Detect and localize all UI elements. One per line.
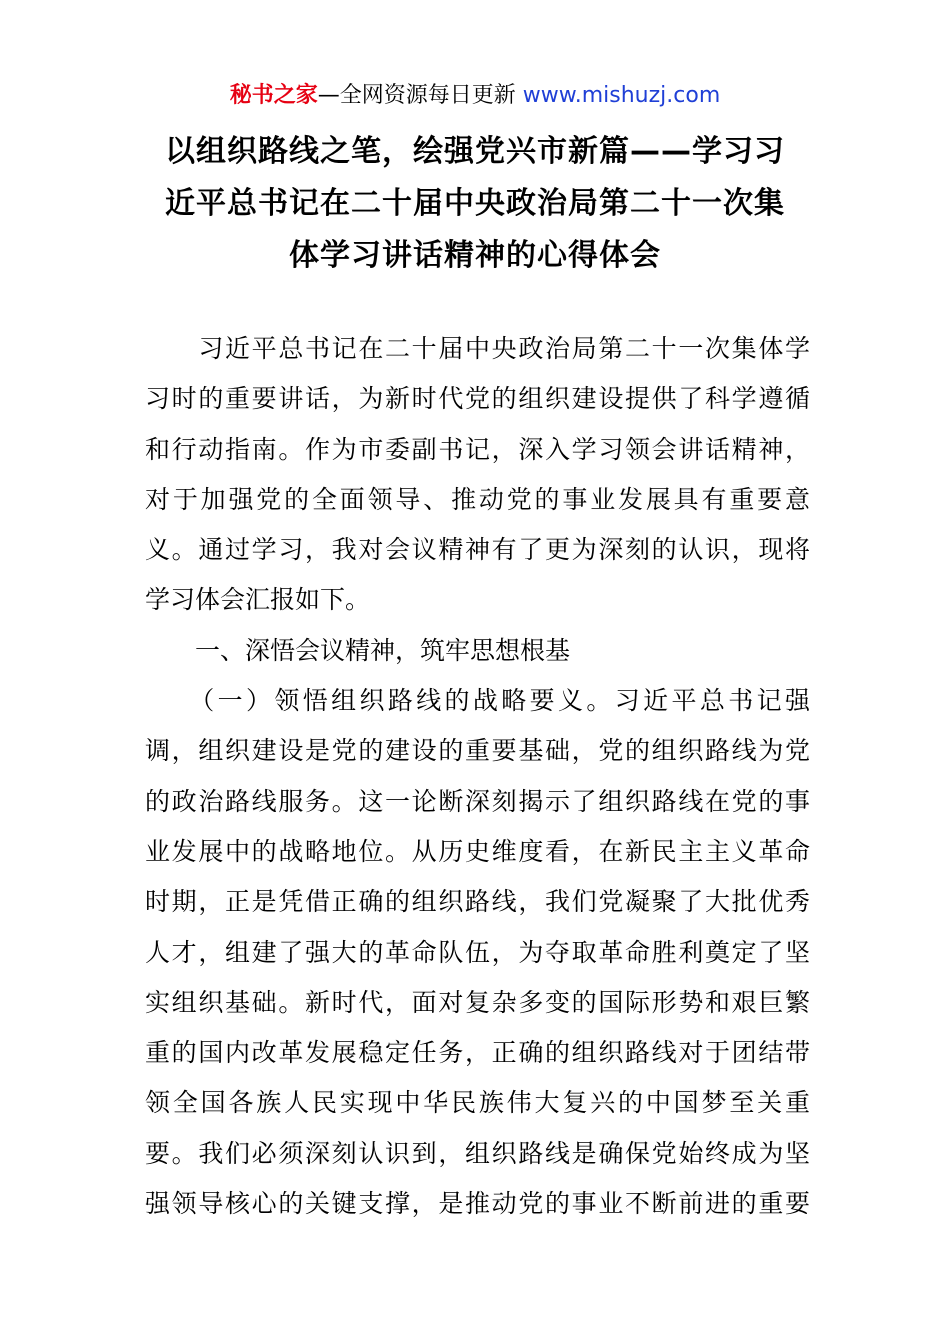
- body-line: 强领导核心的关键支撑，是推动党的事业不断前进的重要: [145, 1189, 810, 1219]
- body-line: 人才，组建了强大的革命队伍，为夺取革命胜利奠定了坚: [145, 937, 810, 967]
- title-line: 以组织路线之笔，绘强党兴市新篇——学习习: [165, 134, 785, 169]
- section-heading: 一、深悟会议精神，筑牢思想根基: [145, 635, 571, 665]
- body-line: 调，组织建设是党的建设的重要基础，党的组织路线为党: [145, 736, 810, 766]
- body-line: 时期，正是凭借正确的组织路线，我们党凝聚了大批优秀: [145, 887, 810, 917]
- document-title: [130, 126, 820, 282]
- body-line: 学习体会汇报如下。: [145, 585, 371, 615]
- title-line: 体学习讲话精神的心得体会: [289, 238, 661, 273]
- body-line: 要。我们必须深刻认识到，组织路线是确保党始终成为坚: [145, 1138, 810, 1168]
- site-tagline: —全网资源每日更新: [317, 83, 516, 108]
- body-line: 义。通过学习，我对会议精神有了更为深刻的认识，现将: [145, 535, 810, 565]
- body-line: 和行动指南。作为市委副书记，深入学习领会讲话精神，: [145, 434, 810, 464]
- body-line: 对于加强党的全面领导、推动党的事业发展具有重要意: [145, 484, 810, 514]
- body-line: 实组织基础。新时代，面对复杂多变的国际形势和艰巨繁: [145, 987, 810, 1017]
- site-url[interactable]: www.mishuzj.com: [522, 83, 721, 108]
- document-body: [145, 324, 810, 1229]
- body-line: 习时的重要讲话，为新时代党的组织建设提供了科学遵循: [145, 384, 810, 414]
- body-line: （一）领悟组织路线的战略要义。习近平总书记强: [145, 686, 810, 716]
- body-line: 业发展中的战略地位。从历史维度看，在新民主主义革命: [145, 836, 810, 866]
- site-header: [0, 80, 950, 112]
- body-line: 领全国各族人民实现中华民族伟大复兴的中国梦至关重: [145, 1088, 810, 1118]
- title-line: 近平总书记在二十届中央政治局第二十一次集: [165, 186, 785, 221]
- site-brand: 秘书之家: [229, 83, 318, 108]
- body-line: 的政治路线服务。这一论断深刻揭示了组织路线在党的事: [145, 786, 810, 816]
- body-line: 重的国内改革发展稳定任务，正确的组织路线对于团结带: [145, 1038, 810, 1068]
- body-line: 习近平总书记在二十届中央政治局第二十一次集体学: [145, 334, 810, 363]
